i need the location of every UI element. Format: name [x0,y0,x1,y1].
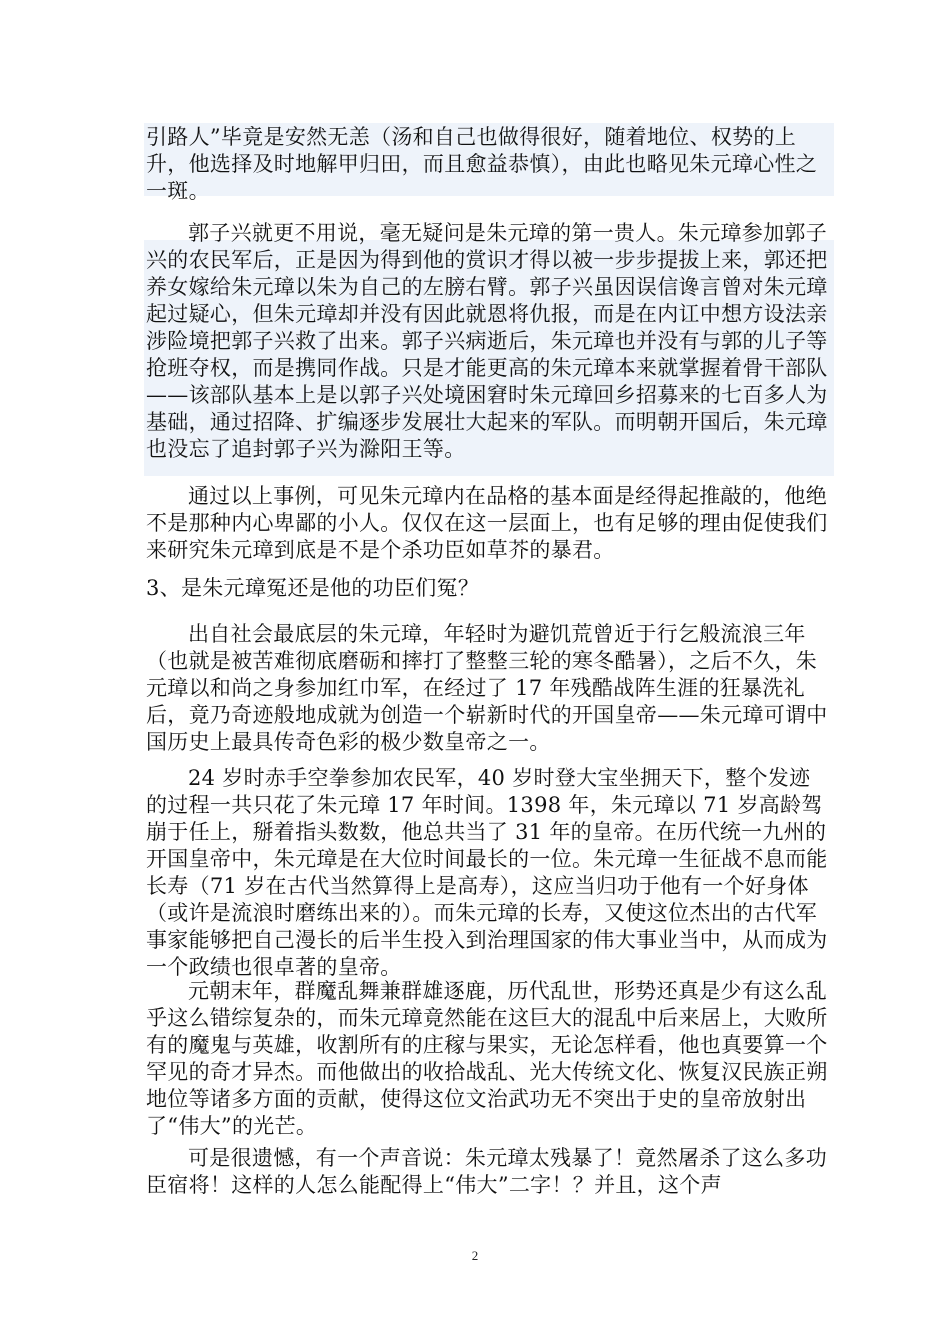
paragraph-text: 郭子兴就更不用说，毫无疑问是朱元璋的第一贵人。朱元璋参加郭子兴的农民军后，正是因为得到他的赏识才得以被一步步提拔上来，郭还把养女嫁给朱元璋以朱为自己的左膀右臂。郭子兴虽因误信谗言曾对朱元璋起过疑心，但朱元璋却并没有因此就恩将仇报，而是在内讧中想方设法亲涉险境把郭子兴救了出来。郭子兴病逝后，朱元璋也并没有与郭的儿子等抢班夺权，而是携同作战。只是才能更高的朱元璋本来就掌握着骨干部队——该部队基本上是以郭子兴处境困窘时朱元璋回乡招募来的七百多人为基础，通过招降、扩编逐步发展壮大起来的军队。而明朝开国后，朱元璋也没忘了追封郭子兴为滁阳王等。 [146,221,828,461]
paragraph-text: 引路人”毕竟是安然无恙（汤和自己也做得很好，随着地位、权势的上升，他选择及时地解甲归田，而且愈益恭慎），由此也略见朱元璋心性之一斑。 [146,125,818,203]
heading-text: 3、是朱元璋冤还是他的功臣们冤？ [146,576,480,600]
page-number: 2 [471,1248,479,1263]
paragraph-4 [146,621,830,756]
paragraph-6 [146,978,830,1140]
paragraph-1 [146,124,830,205]
paragraph-2 [146,220,830,463]
paragraph-7 [146,1145,830,1199]
paragraph-text: 通过以上事例，可见朱元璋内在品格的基本面是经得起推敲的，他绝不是那种内心卑鄙的小人。仅仅在这一层面上，也有足够的理由促使我们来研究朱元璋到底是不是个杀功臣如草芥的暴君。 [146,484,828,562]
paragraph-text: 可是很遗憾，有一个声音说：朱元璋太残暴了！竟然屠杀了这么多功臣宿将！这样的人怎么能配得上“伟大”二字！？并且，这个声 [146,1146,827,1197]
section-heading [146,575,830,602]
paragraph-3 [146,483,830,564]
paragraph-text: 元朝末年，群魔乱舞兼群雄逐鹿，历代乱世，形势还真是少有这么乱乎这么错综复杂的，而朱元璋竟然能在这巨大的混乱中后来居上，大败所有的魔鬼与英雄，收割所有的庄稼与果实，无论怎样看，他也真要算一个罕见的奇才异杰。而他做出的收拾战乱、光大传统文化、恢复汉民族正朔地位等诸多方面的贡献，使得这位文治武功无不突出于史的皇帝放射出了“伟大”的光芒。 [146,979,828,1138]
paragraph-text: 24 岁时赤手空拳参加农民军，40 岁时登大宝坐拥天下，整个发迹的过程一共只花了朱元璋 17 年时间。1398 年，朱元璋以 71 岁高龄驾崩于任上，掰着指头数数，他总共当了 31 年的皇帝。在历代统一九州的开国皇帝中，朱元璋是在大位时间最长的一位。朱元璋一生征战不息而能长寿（71 岁在古代当然算得上是高寿），这应当归功于他有一个好身体（或许是流浪时磨练出来的）。而朱元璋的长寿，又使这位杰出的古代军事家能够把自己漫长的后半生投入到治理国家的伟大事业当中，从而成为一个政绩也很卓著的皇帝。 [146,766,828,979]
paragraph-text: 出自社会最底层的朱元璋，年轻时为避饥荒曾近于行乞般流浪三年（也就是被苦难彻底磨砺和摔打了整整三轮的寒冬酷暑），之后不久，朱元璋以和尚之身参加红巾军，在经过了 17 年残酷战阵生涯的狂暴洗礼后，竟乃奇迹般地成就为创造一个崭新时代的开国皇帝——朱元璋可谓中国历史上最具传奇色彩的极少数皇帝之一。 [146,622,828,754]
paragraph-5 [146,765,830,981]
